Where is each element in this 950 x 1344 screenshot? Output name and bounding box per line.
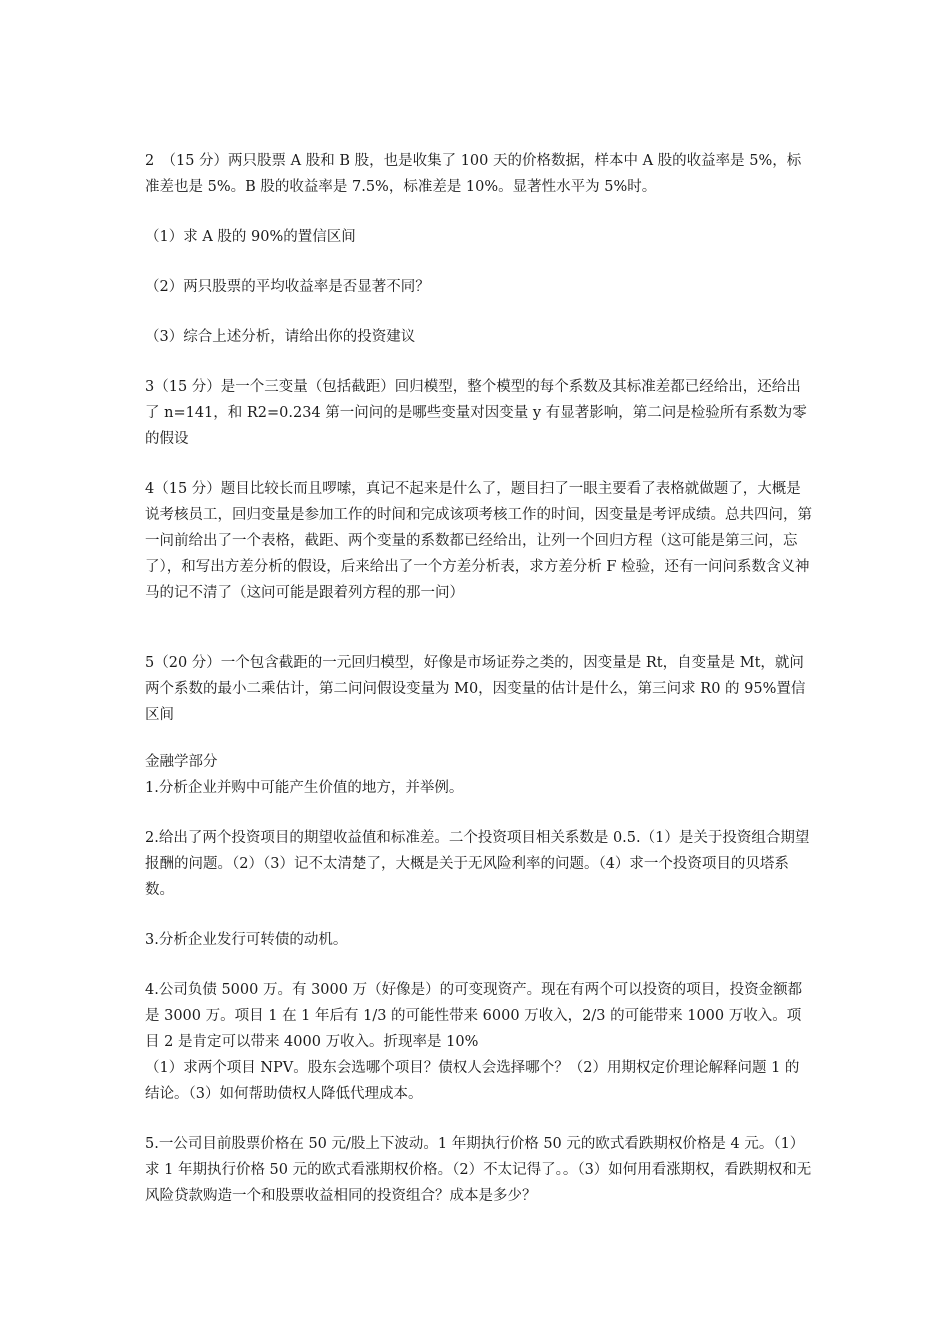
question-4-stats: 4（15 分）题目比较长而且啰嗦，真记不起来是什么了，题目扫了一眼主要看了表格就做题了，大概是说考核员工，回归变量是参加工作的时间和完成该项考核工作的时间，因变量是考评成绩。总共四问，第一问前给出了一个表格，截距、两个变量的系数都已经给出，让列一个回归方程（这可能是第三问，忘了），和写出方差分析的假设，后来给出了一个方差分析表，求方差分析 F 检验，还有一问问系数含义神马的记不清了（这问可能是跟着列方程的那一问）	[145, 481, 812, 601]
question-2-part-1: （1）求 A 股的 90%的置信区间	[145, 229, 356, 245]
question-3-stats: 3（15 分）是一个三变量（包括截距）回归模型，整个模型的每个系数及其标准差都已经给出，还给出了 n=141，和 R2=0.234 第一问问的是哪些变量对因变量 y 有显著影响，第二问是检验所有系数为零的假设	[145, 379, 807, 447]
question-2-part-3: （3）综合上述分析，请给出你的投资建议	[145, 329, 416, 345]
section-heading-finance: 金融学部分	[145, 754, 218, 770]
finance-question-4-parts: （1）求两个项目 NPV。股东会选哪个项目？债权人会选择哪个？（2）用期权定价理论解释问题 1 的结论。（3）如何帮助债权人降低代理成本。	[145, 1060, 800, 1102]
finance-question-1: 1.分析企业并购中可能产生价值的地方，并举例。	[145, 780, 464, 796]
question-2-stats: 2 （15 分）两只股票 A 股和 B 股，也是收集了 100 天的价格数据，样本中 A 股的收益率是 5%，标准差也是 5%。B 股的收益率是 7.5%，标准差是 10%。显著性水平为 5%时。	[145, 153, 802, 195]
document-page	[145, 148, 813, 1209]
finance-question-2: 2.给出了两个投资项目的期望收益值和标准差。二个投资项目相关系数是 0.5.（1）是关于投资组合期望报酬的问题。（2）（3）记不太清楚了，大概是关于无风险利率的问题。（4）求一个投资项目的贝塔系数。	[145, 830, 810, 898]
finance-question-5: 5.一公司目前股票价格在 50 元/股上下波动。1 年期执行价格 50 元的欧式看跌期权价格是 4 元。（1）求 1 年期执行价格 50 元的欧式看涨期权价格。（2）不太记得了。。（3）如何用看涨期权，看跌期权和无风险贷款购造一个和股票收益相同的投资组合？成本是多少？	[145, 1136, 812, 1204]
finance-question-4: 4.公司负债 5000 万。有 3000 万（好像是）的可变现资产。现在有两个可以投资的项目，投资金额都是 3000 万。项目 1 在 1 年后有 1/3 的可能性带来 6000 万收入，2/3 的可能带来 1000 万收入。项目 2 是肯定可以带来 4000 万收入。折现率是 10%	[145, 982, 803, 1050]
question-2-part-2: （2）两只股票的平均收益率是否显著不同？	[145, 279, 430, 295]
question-5-stats: 5（20 分）一个包含截距的一元回归模型，好像是市场证券之类的，因变量是 Rt，自变量是 Mt，就问两个系数的最小二乘估计，第二问问假设变量为 M0，因变量的估计是什么，第三问求 R0 的 95%置信区间	[145, 655, 806, 723]
finance-question-3: 3.分析企业发行可转债的动机。	[145, 932, 348, 948]
